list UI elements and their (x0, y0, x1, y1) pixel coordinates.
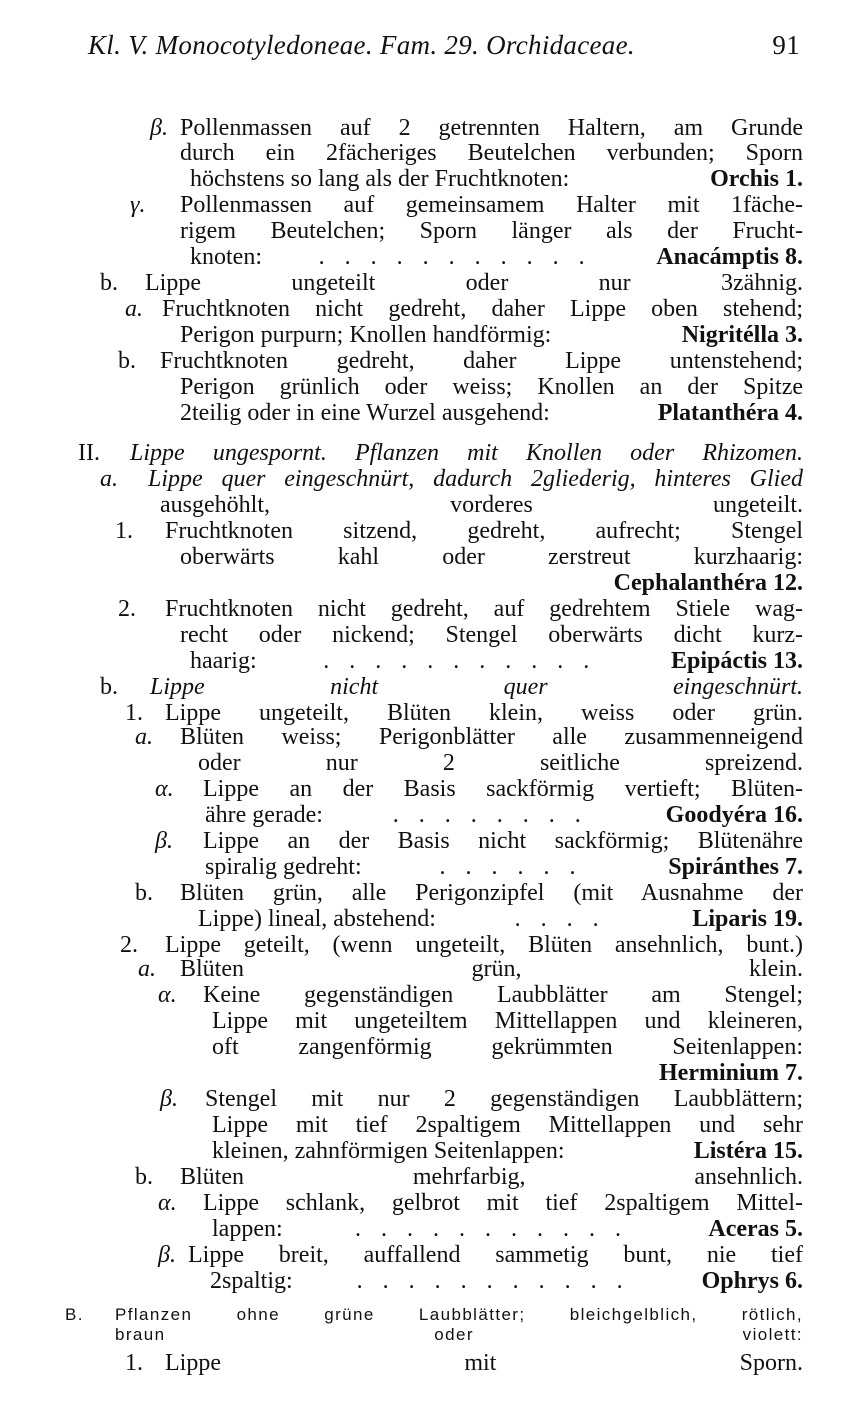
text-line (180, 192, 803, 218)
genus-reference: Nigritélla 3. (681, 322, 803, 348)
line-text: Lippe nicht quer eingeschnürt. (150, 674, 803, 700)
text-line (180, 400, 803, 426)
genus-reference: Liparis 19. (692, 906, 803, 932)
leader-dots: . . . . . . . . . . . (323, 648, 597, 674)
line-text: Lippe breit, auffallend sammetig bunt, nie tief (188, 1242, 803, 1268)
text-line (203, 828, 803, 854)
line-text: braun oder violett: (115, 1325, 803, 1344)
line-text: Fruchtknoten sitzend, gedreht, aufrecht; Stengel (165, 518, 803, 544)
leader-dots: . . . . . . . . (392, 802, 588, 828)
text-line (160, 492, 803, 518)
line-text: Stengel mit nur 2 gegenständigen Laubblättern; (205, 1086, 803, 1112)
line-text: lappen: (212, 1216, 283, 1242)
item-marker: 1. (125, 1350, 143, 1376)
line-text: Lippe quer eingeschnürt, dadurch 2gliederig, hinteres Glied (148, 466, 803, 492)
text-line (145, 270, 803, 296)
line-text: ausgehöhlt, vorderes ungeteilt. (160, 492, 803, 518)
leader-dots: . . . . (514, 906, 606, 932)
item-marker: 1. (115, 518, 133, 544)
line-text: Fruchtknoten gedreht, daher Lippe untenstehend; (160, 348, 803, 374)
item-marker: α. (158, 1190, 177, 1216)
line-text: Lippe mit Sporn. (165, 1350, 803, 1376)
text-line (148, 466, 803, 492)
text-line (190, 244, 803, 270)
line-text: Blüten mehrfarbig, ansehnlich. (180, 1164, 803, 1190)
line-text: Fruchtknoten nicht gedreht, auf gedrehtem Stiele wag- (165, 596, 803, 622)
line-text: Lippe) lineal, abstehend: (198, 906, 436, 932)
text-line (165, 518, 803, 544)
item-marker: γ. (130, 192, 146, 218)
text-line (210, 1268, 803, 1294)
item-marker: b. (135, 880, 153, 906)
line-text: ähre gerade: (205, 802, 323, 828)
text-line (180, 322, 803, 348)
line-text: kleinen, zahnförmigen Seitenlappen: (212, 1138, 565, 1164)
text-line (198, 906, 803, 932)
line-text: Blüten grün, klein. (180, 956, 803, 982)
text-line (203, 982, 803, 1008)
item-marker: b. (100, 270, 118, 296)
item-marker: α. (158, 982, 177, 1008)
line-text: oft zangenförmig gekrümmten Seitenlappen: (212, 1034, 803, 1060)
text-line (190, 166, 803, 192)
line-text: Perigon grünlich oder weiss; Knollen an der Spitze (180, 374, 803, 400)
text-line (188, 1242, 803, 1268)
text-line (165, 1350, 803, 1376)
genus-reference: Ophrys 6. (701, 1268, 803, 1294)
text-line (180, 115, 803, 141)
genus-reference: Aceras 5. (708, 1216, 803, 1242)
line-text: haarig: (190, 648, 257, 674)
genus-reference: Spiránthes 7. (668, 854, 803, 880)
line-text: durch ein 2fächeriges Beutelchen verbunden; Sporn (180, 140, 803, 166)
text-line (180, 140, 803, 166)
text-line (130, 440, 803, 466)
genus-reference: Goodyéra 16. (665, 802, 803, 828)
item-marker: 2. (118, 596, 136, 622)
line-text: Lippe geteilt, (wenn ungeteilt, Blüten ansehnlich, bunt.) (165, 932, 803, 958)
line-text: oder nur 2 seitliche spreizend. (198, 750, 803, 776)
text-line (500, 1060, 803, 1086)
item-marker: β. (158, 1242, 176, 1268)
text-line (205, 854, 803, 880)
text-line (500, 570, 803, 596)
text-line (212, 1112, 803, 1138)
item-marker: a. (138, 956, 156, 982)
item-marker: 1. (125, 700, 143, 726)
line-text: Pflanzen ohne grüne Laubblätter; bleichgelblich, rötlich, (115, 1305, 803, 1324)
item-marker: β. (160, 1086, 178, 1112)
page-number: 91 (772, 30, 800, 60)
item-marker: b. (100, 674, 118, 700)
line-text: knoten: (190, 244, 262, 270)
genus-reference: Platanthéra 4. (657, 400, 803, 426)
text-line (203, 776, 803, 802)
item-marker: α. (155, 776, 174, 802)
line-text: rigem Beutelchen; Sporn länger als der Frucht- (180, 218, 803, 244)
text-line (180, 1164, 803, 1190)
text-line (203, 1190, 803, 1216)
text-line (205, 1086, 803, 1112)
leader-dots: . . . . . . . . . . . (355, 1216, 628, 1242)
text-line (212, 1034, 803, 1060)
line-text: Lippe ungespornt. Pflanzen mit Knollen oder Rhizomen. (130, 440, 803, 466)
text-line (150, 674, 803, 700)
leader-dots: . . . . . . . . . . . (356, 1268, 630, 1294)
line-text: höchstens so lang als der Fruchtknoten: (190, 166, 570, 192)
text-line (165, 932, 803, 958)
line-text: Keine gegenständigen Laubblätter am Stengel; (203, 982, 803, 1008)
text-line (212, 1008, 803, 1034)
text-line (212, 1216, 803, 1242)
line-text: Pollenmassen auf 2 getrennten Haltern, am Grunde (180, 115, 803, 141)
item-marker: β. (150, 115, 168, 141)
genus-reference: Cephalanthéra 12. (613, 570, 803, 596)
line-text: 2spaltig: (210, 1268, 293, 1294)
item-marker: a. (135, 724, 153, 750)
line-text: Lippe schlank, gelbrot mit tief 2spaltigem Mittel- (203, 1190, 803, 1216)
genus-reference: Orchis 1. (710, 166, 803, 192)
text-line (165, 700, 803, 726)
line-text: Lippe an der Basis sackförmig vertieft; Blüten- (203, 776, 803, 802)
text-line (180, 622, 803, 648)
leader-dots: . . . . . . (439, 854, 583, 880)
text-line (180, 544, 803, 570)
text-line (180, 956, 803, 982)
line-text: Pollenmassen auf gemeinsamem Halter mit 1fäche- (180, 192, 803, 218)
genus-reference: Herminium 7. (659, 1060, 803, 1086)
leader-dots: . . . . . . . . . . . (318, 244, 592, 270)
text-line (180, 374, 803, 400)
item-marker: II. (78, 440, 100, 466)
item-marker: a. (100, 466, 118, 492)
item-marker: b. (118, 348, 136, 374)
item-marker: a. (125, 296, 143, 322)
line-text: Lippe mit ungeteiltem Mittellappen und kleineren, (212, 1008, 803, 1034)
text-line (180, 724, 803, 750)
item-marker: β. (155, 828, 173, 854)
line-text: spiralig gedreht: (205, 854, 362, 880)
text-line (205, 802, 803, 828)
line-text: Lippe mit tief 2spaltigem Mittellappen und sehr (212, 1112, 803, 1138)
line-text: Blüten weiss; Perigonblätter alle zusammenneigend (180, 724, 803, 750)
text-line (198, 750, 803, 776)
item-marker: b. (135, 1164, 153, 1190)
line-text: 2teilig oder in eine Wurzel ausgehend: (180, 400, 550, 426)
line-text: recht oder nickend; Stengel oberwärts dicht kurz- (180, 622, 803, 648)
text-line (160, 348, 803, 374)
line-text: Fruchtknoten nicht gedreht, daher Lippe oben stehend; (162, 296, 803, 322)
line-text: oberwärts kahl oder zerstreut kurzhaarig: (180, 544, 803, 570)
line-text: Blüten grün, alle Perigonzipfel (mit Ausnahme der (180, 880, 803, 906)
header-title: Kl. V. Monocotyledoneae. Fam. 29. Orchidaceae. (88, 30, 635, 60)
genus-reference: Anacámptis 8. (656, 244, 803, 270)
line-text: Lippe ungeteilt, Blüten klein, weiss oder grün. (165, 700, 803, 726)
running-header (88, 30, 800, 70)
genus-reference: Epipáctis 13. (670, 648, 803, 674)
text-line (180, 880, 803, 906)
item-marker: 2. (120, 932, 138, 958)
genus-reference: Listéra 15. (693, 1138, 803, 1164)
line-text: Lippe an der Basis nicht sackförmig; Blütenähre (203, 828, 803, 854)
text-line (162, 296, 803, 322)
text-line (165, 596, 803, 622)
text-line (180, 218, 803, 244)
text-line (212, 1138, 803, 1164)
text-line (190, 648, 803, 674)
line-text: Lippe ungeteilt oder nur 3zähnig. (145, 270, 803, 296)
text-line (115, 1322, 803, 1348)
line-text: Perigon purpurn; Knollen handförmig: (180, 322, 552, 348)
item-marker: B. (65, 1305, 84, 1324)
